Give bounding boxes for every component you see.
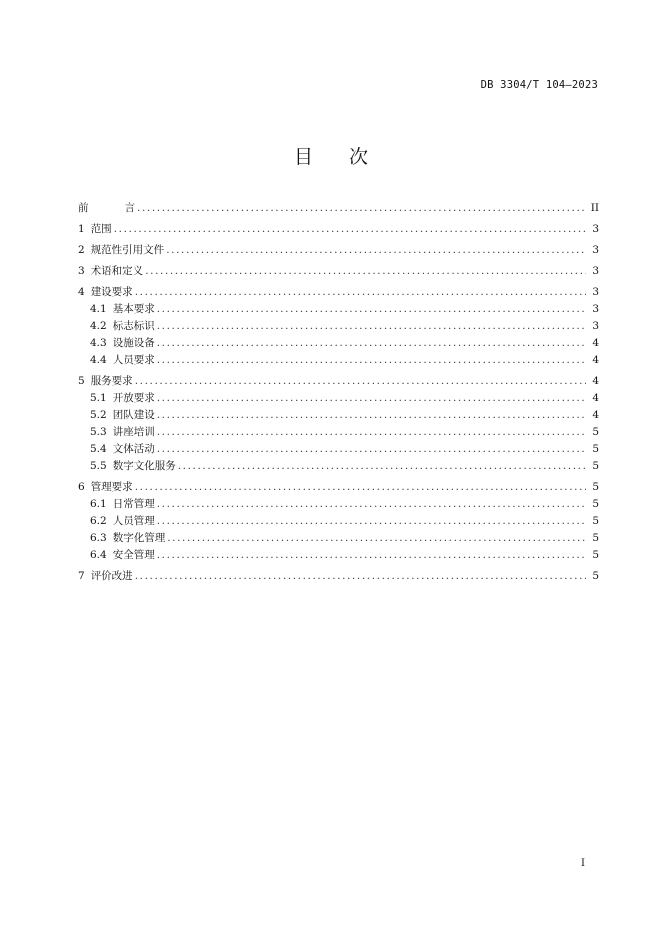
toc-page-number: 5: [592, 460, 599, 472]
toc-page-number: 4: [592, 409, 599, 421]
toc-entry-6-4[interactable]: [78, 547, 599, 564]
toc-entry-label: 6 管理要求: [78, 481, 133, 493]
toc-leader-dots: [114, 221, 586, 238]
page-title: [0, 142, 662, 169]
toc-entry-label: 2 规范性引用文件: [78, 244, 165, 256]
toc-page-number: 3: [592, 244, 599, 256]
toc-leader-dots: [157, 496, 586, 513]
toc-entry-label: 7 评价改进: [78, 570, 133, 582]
toc-entry-4-1[interactable]: [78, 301, 599, 318]
table-of-contents: [78, 200, 599, 585]
toc-entry-label: 5 服务要求: [78, 375, 133, 387]
toc-entry-6-2[interactable]: [78, 513, 599, 530]
toc-entry-3[interactable]: [78, 263, 599, 280]
toc-leader-dots: [157, 407, 586, 424]
toc-entry-label: 6.1 日常管理: [90, 498, 155, 510]
toc-leader-dots: [157, 301, 586, 318]
toc-page-number: 5: [592, 570, 599, 582]
toc-entry-1[interactable]: [78, 221, 599, 238]
toc-leader-dots: [135, 373, 586, 390]
toc-entry-label: 6.3 数字化管理: [90, 532, 166, 544]
toc-entry-4[interactable]: [78, 284, 599, 301]
toc-entry-label: 6.4 安全管理: [90, 549, 155, 561]
toc-page-number: 5: [592, 426, 599, 438]
toc-page-number: 5: [592, 515, 599, 527]
toc-entry-label: 4.3 设施设备: [90, 337, 155, 349]
toc-leader-dots: [157, 390, 586, 407]
page-number: I: [581, 858, 585, 869]
toc-page-number: 4: [592, 375, 599, 387]
toc-page-number: 3: [592, 320, 599, 332]
toc-entry-6[interactable]: [78, 479, 599, 496]
toc-page-number: 4: [592, 392, 599, 404]
toc-entry-2[interactable]: [78, 242, 599, 259]
toc-page-number: 5: [592, 498, 599, 510]
toc-page-number: 5: [592, 481, 599, 493]
toc-entry-label: 5.5 数字文化服务: [90, 460, 176, 472]
toc-leader-dots: [166, 242, 586, 259]
toc-entry-label: 4.2 标志标识: [90, 320, 155, 332]
toc-leader-dots: [157, 441, 586, 458]
toc-entry-label: 3 术语和定义: [78, 265, 144, 277]
toc-entry-label: 4.4 人员要求: [90, 354, 155, 366]
toc-page-number: 4: [592, 354, 599, 366]
toc-entry-5-3[interactable]: [78, 424, 599, 441]
toc-leader-dots: [157, 424, 586, 441]
toc-entry-4-2[interactable]: [78, 318, 599, 335]
toc-page-number: 4: [592, 337, 599, 349]
toc-page-number: II: [590, 202, 599, 214]
toc-entry-label: 前 言: [78, 202, 135, 214]
toc-entry-label: 1 范围: [78, 223, 112, 235]
toc-leader-dots: [145, 263, 586, 280]
toc-entry-5-4[interactable]: [78, 441, 599, 458]
toc-entry-6-3[interactable]: [78, 530, 599, 547]
toc-entry-label: 4.1 基本要求: [90, 303, 155, 315]
page-title-char-1: 目: [293, 146, 313, 168]
toc-entry-label: 5.3 讲座培训: [90, 426, 155, 438]
toc-entry-label: 6.2 人员管理: [90, 515, 155, 527]
toc-entry-preface[interactable]: [78, 200, 599, 217]
toc-leader-dots: [135, 284, 586, 301]
toc-page-number: 3: [592, 223, 599, 235]
toc-leader-dots: [135, 479, 586, 496]
toc-leader-dots: [178, 458, 586, 475]
toc-leader-dots: [157, 335, 586, 352]
toc-entry-label: 5.1 开放要求: [90, 392, 155, 404]
toc-page-number: 5: [592, 443, 599, 455]
toc-entry-label: 5.2 团队建设: [90, 409, 155, 421]
page-title-char-2: 次: [349, 146, 369, 168]
toc-entry-5-2[interactable]: [78, 407, 599, 424]
toc-leader-dots: [157, 318, 586, 335]
toc-page-number: 3: [592, 265, 599, 277]
toc-leader-dots: [157, 352, 586, 369]
toc-entry-4-4[interactable]: [78, 352, 599, 369]
toc-entry-6-1[interactable]: [78, 496, 599, 513]
toc-page-number: 3: [592, 303, 599, 315]
toc-leader-dots: [167, 530, 586, 547]
toc-page-number: 5: [592, 549, 599, 561]
toc-leader-dots: [135, 568, 586, 585]
toc-entry-label: 4 建设要求: [78, 286, 133, 298]
toc-entry-label: 5.4 文体活动: [90, 443, 155, 455]
toc-page-number: 3: [592, 286, 599, 298]
toc-leader-dots: [157, 547, 586, 564]
toc-entry-7[interactable]: [78, 568, 599, 585]
toc-entry-5[interactable]: [78, 373, 599, 390]
toc-entry-5-1[interactable]: [78, 390, 599, 407]
toc-entry-5-5[interactable]: [78, 458, 599, 475]
toc-leader-dots: [137, 200, 586, 217]
document-code: DB 3304/T 104—2023: [480, 79, 598, 91]
toc-leader-dots: [157, 513, 586, 530]
toc-page-number: 5: [592, 532, 599, 544]
toc-entry-4-3[interactable]: [78, 335, 599, 352]
